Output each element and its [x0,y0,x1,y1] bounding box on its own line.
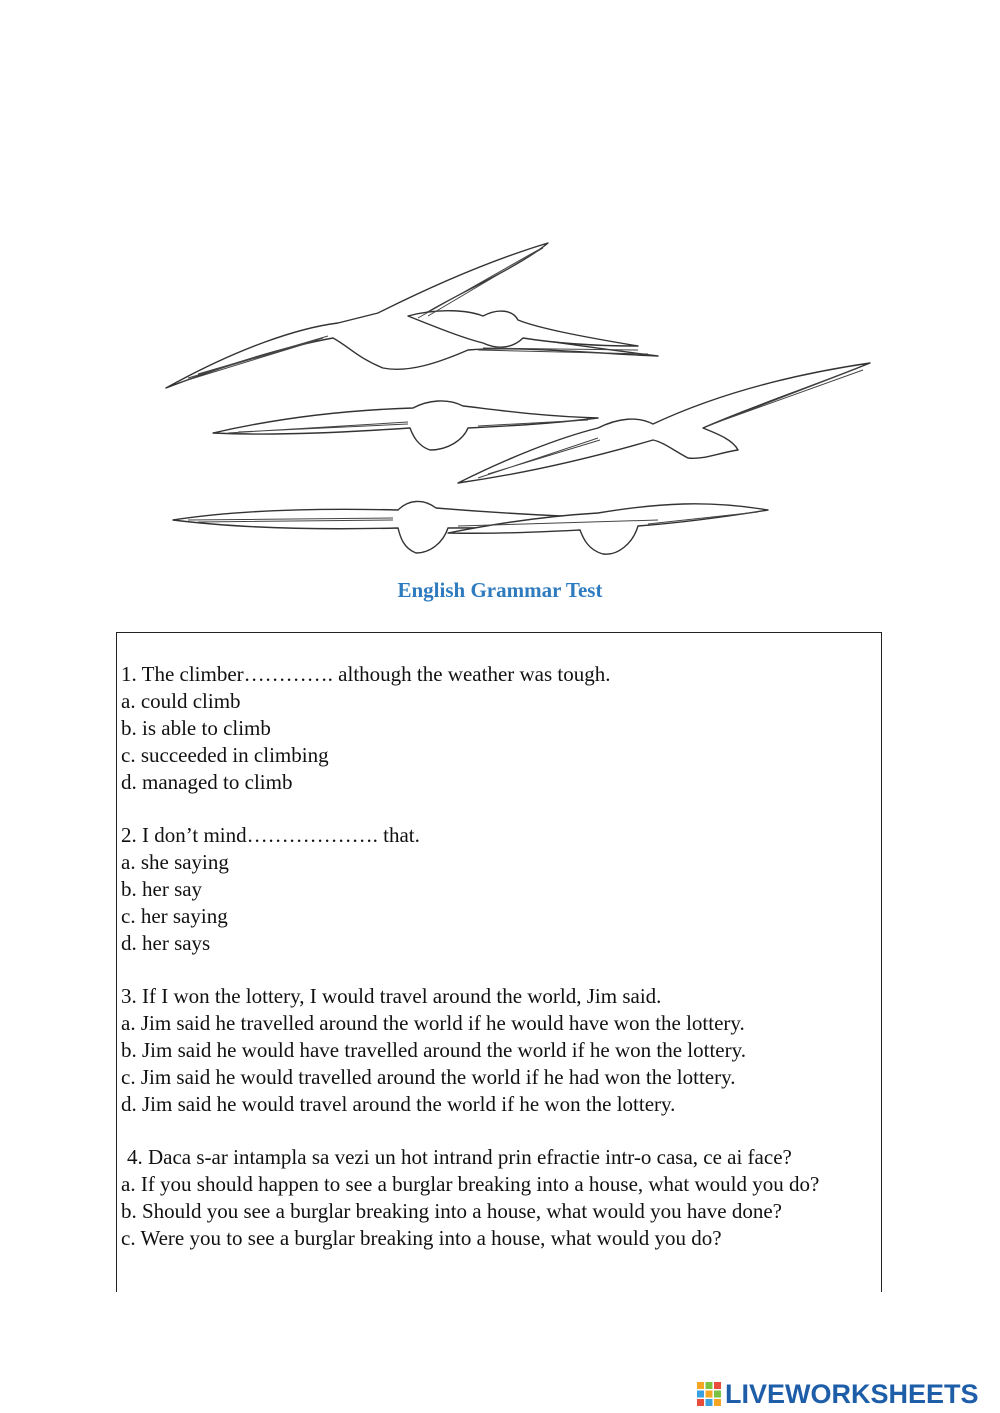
gulls-illustration [118,228,898,578]
answer-option[interactable]: c. her saying [121,904,228,928]
question-stem: 3. If I won the lottery, I would travel around the world, Jim said. [121,984,662,1008]
answer-option[interactable]: b. Should you see a burglar breaking into a house, what would you have done? [121,1199,782,1223]
questions-list [121,661,877,1278]
question-stem: 1. The climber…………. although the weather was tough. [121,662,611,686]
answer-option[interactable]: b. Jim said he would have travelled around the world if he won the lottery. [121,1038,746,1062]
answer-option[interactable]: d. managed to climb [121,770,293,794]
answer-option[interactable]: c. Were you to see a burglar breaking into a house, what would you do? [121,1226,722,1250]
question-1 [121,661,877,796]
liveworksheets-logo-icon [696,1381,722,1407]
question-stem: 2. I don’t mind………………. that. [121,823,420,847]
answer-option[interactable]: c. succeeded in climbing [121,743,329,767]
answer-option[interactable]: c. Jim said he would travelled around the world if he had won the lottery. [121,1065,736,1089]
question-stem: 4. Daca s-ar intampla sa vezi un hot intrand prin efractie intr-o casa, ce ai face? [127,1145,792,1169]
question-3 [121,983,877,1118]
brand-name: LIVEWORKSHEETS [725,1378,979,1409]
answer-option[interactable]: b. is able to climb [121,716,271,740]
question-2 [121,822,877,957]
answer-option[interactable]: a. she saying [121,850,229,874]
answer-option[interactable]: a. Jim said he travelled around the world if he would have won the lottery. [121,1011,745,1035]
answer-option[interactable]: a. If you should happen to see a burglar breaking into a house, what would you do? [121,1172,820,1196]
answer-option[interactable]: d. her says [121,931,211,955]
liveworksheets-brand[interactable] [696,1378,996,1410]
questions-box [116,632,882,1292]
question-4 [121,1144,877,1252]
answer-option[interactable]: a. could climb [121,689,241,713]
answer-option[interactable]: d. Jim said he would travel around the world if he won the lottery. [121,1092,676,1116]
document-title: English Grammar Test [397,578,603,602]
answer-option[interactable]: b. her say [121,877,203,901]
